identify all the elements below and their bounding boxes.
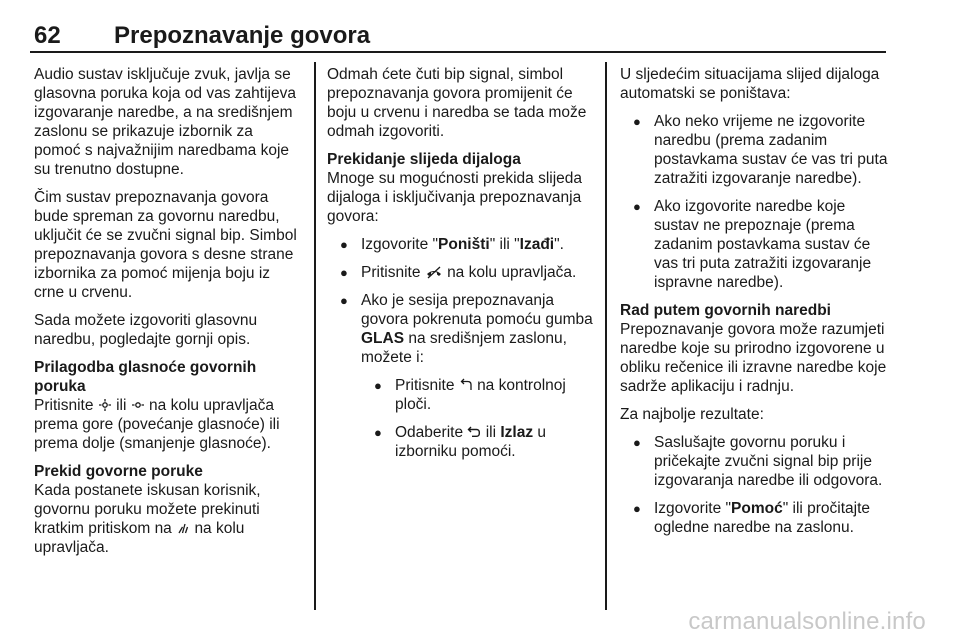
column-2 — [327, 65, 595, 470]
list-item: ● Odaberite ili Izlaz u izborniku pomoći. — [361, 423, 595, 461]
column-3 — [620, 65, 890, 546]
column-1 — [34, 65, 302, 566]
paragraph: Sada možete izgovoriti glasovnu naredbu, pogledajte gornji opis. — [34, 312, 258, 348]
paragraph: Za najbolje rezultate: — [620, 406, 764, 423]
paragraph-volume: Pritisnite ili na kolu upravljača prema gore (povećanje glasnoće) ili prema dolje (smanjenje glasnoće). — [34, 397, 280, 452]
paragraph: Čim sustav prepoznavanja govora bude spreman za govornu naredbu, uključit će se zvučni signal bip. Simbol prepoznavanja govora s desne strane izbornika za pomoć mijenja boju iz crne u crvenu. — [34, 189, 297, 301]
header-rule — [30, 51, 886, 53]
paragraph: Prepoznavanje govora može razumjeti naredbe koje su prirodno izgovorene u obliku rečenice ili izravne naredbe koje sadrže aplikaciju i radnju. — [620, 321, 887, 395]
paragraph: U sljedećim situacijama slijed dijaloga automatski se poništava: — [620, 66, 880, 102]
list-item: ● Pritisnite na kontrolnoj ploči. — [361, 376, 595, 414]
end-call-icon — [425, 265, 443, 279]
paragraph: Mnoge su mogućnosti prekida slijeda dijaloga i isključivanja prepoznavanja govora: — [327, 170, 583, 225]
volume-down-icon — [131, 398, 145, 412]
return-arrow-icon — [467, 425, 481, 439]
watermark: carmanualsonline.info — [688, 608, 926, 635]
page-number: 62 — [34, 22, 61, 49]
list-item: ● Izgovorite "Pomoć" ili pročitajte ogledne naredbe na zaslonu. — [620, 499, 890, 537]
chapter-title: Prepoznavanje govora — [114, 22, 371, 49]
section-heading-interrupt: Prekid govorne poruke — [34, 463, 203, 480]
paragraph: Audio sustav isključuje zvuk, javlja se glasovna poruka koja od vas zahtijeva izgovaranje naredbe, a na središnjem zaslonu se prikazuje izbornik za pomoć s najvažnijim naredbama koje su trenutno dostupne. — [34, 66, 296, 178]
voice-command-icon — [176, 521, 190, 535]
list-item: ● Saslušajte govornu poruku i pričekajte zvučni signal bip prije izgovaranja naredbe ili odgovora. — [620, 433, 890, 490]
column-divider-1 — [314, 62, 316, 610]
volume-up-icon — [98, 398, 112, 412]
auto-cancel-list — [620, 112, 890, 292]
paragraph-interrupt: Kada postanete iskusan korisnik, govornu poruku možete prekinuti kratkim pritiskom na na kolu upravljača. — [34, 482, 261, 556]
list-item: ● Ako je sesija prepoznavanja govora pokrenuta pomoću gumba GLAS na središnjem zaslonu, možete i: ● Pritisnite na kontrolnoj ploči. ● Odaberite ili Izlaz u izborniku pomoći. — [327, 291, 595, 461]
paragraph: Odmah ćete čuti bip signal, simbol prepoznavanja govora promijenit će boju u crvenu i naredba se tada može odmah izgovoriti. — [327, 66, 587, 140]
section-heading-cancel: Prekidanje slijeda dijaloga — [327, 151, 521, 168]
section-heading-volume: Prilagodba glasnoće govornih poruka — [34, 359, 257, 395]
column-divider-2 — [605, 62, 607, 610]
cancel-options-list — [327, 235, 595, 461]
list-item: ● Izgovorite "Poništi" ili "Izađi". — [327, 235, 595, 254]
list-item: ● Ako neko vrijeme ne izgovorite naredbu (prema zadanim postavkama sustav će vas tri puta zatražiti izgovaranje naredbe). — [620, 112, 890, 188]
list-item: ● Ako izgovorite naredbe koje sustav ne prepoznaje (prema zadanim postavkama sustav će vas tri puta zatražiti izgovaranje ispravne naredbe). — [620, 197, 890, 292]
page-header — [30, 20, 886, 54]
back-icon — [459, 378, 473, 392]
nested-list — [361, 376, 595, 461]
list-item: ● Pritisnite na kolu upravljača. — [327, 263, 595, 282]
section-heading-natural: Rad putem govornih naredbi — [620, 302, 831, 319]
results-list — [620, 433, 890, 537]
